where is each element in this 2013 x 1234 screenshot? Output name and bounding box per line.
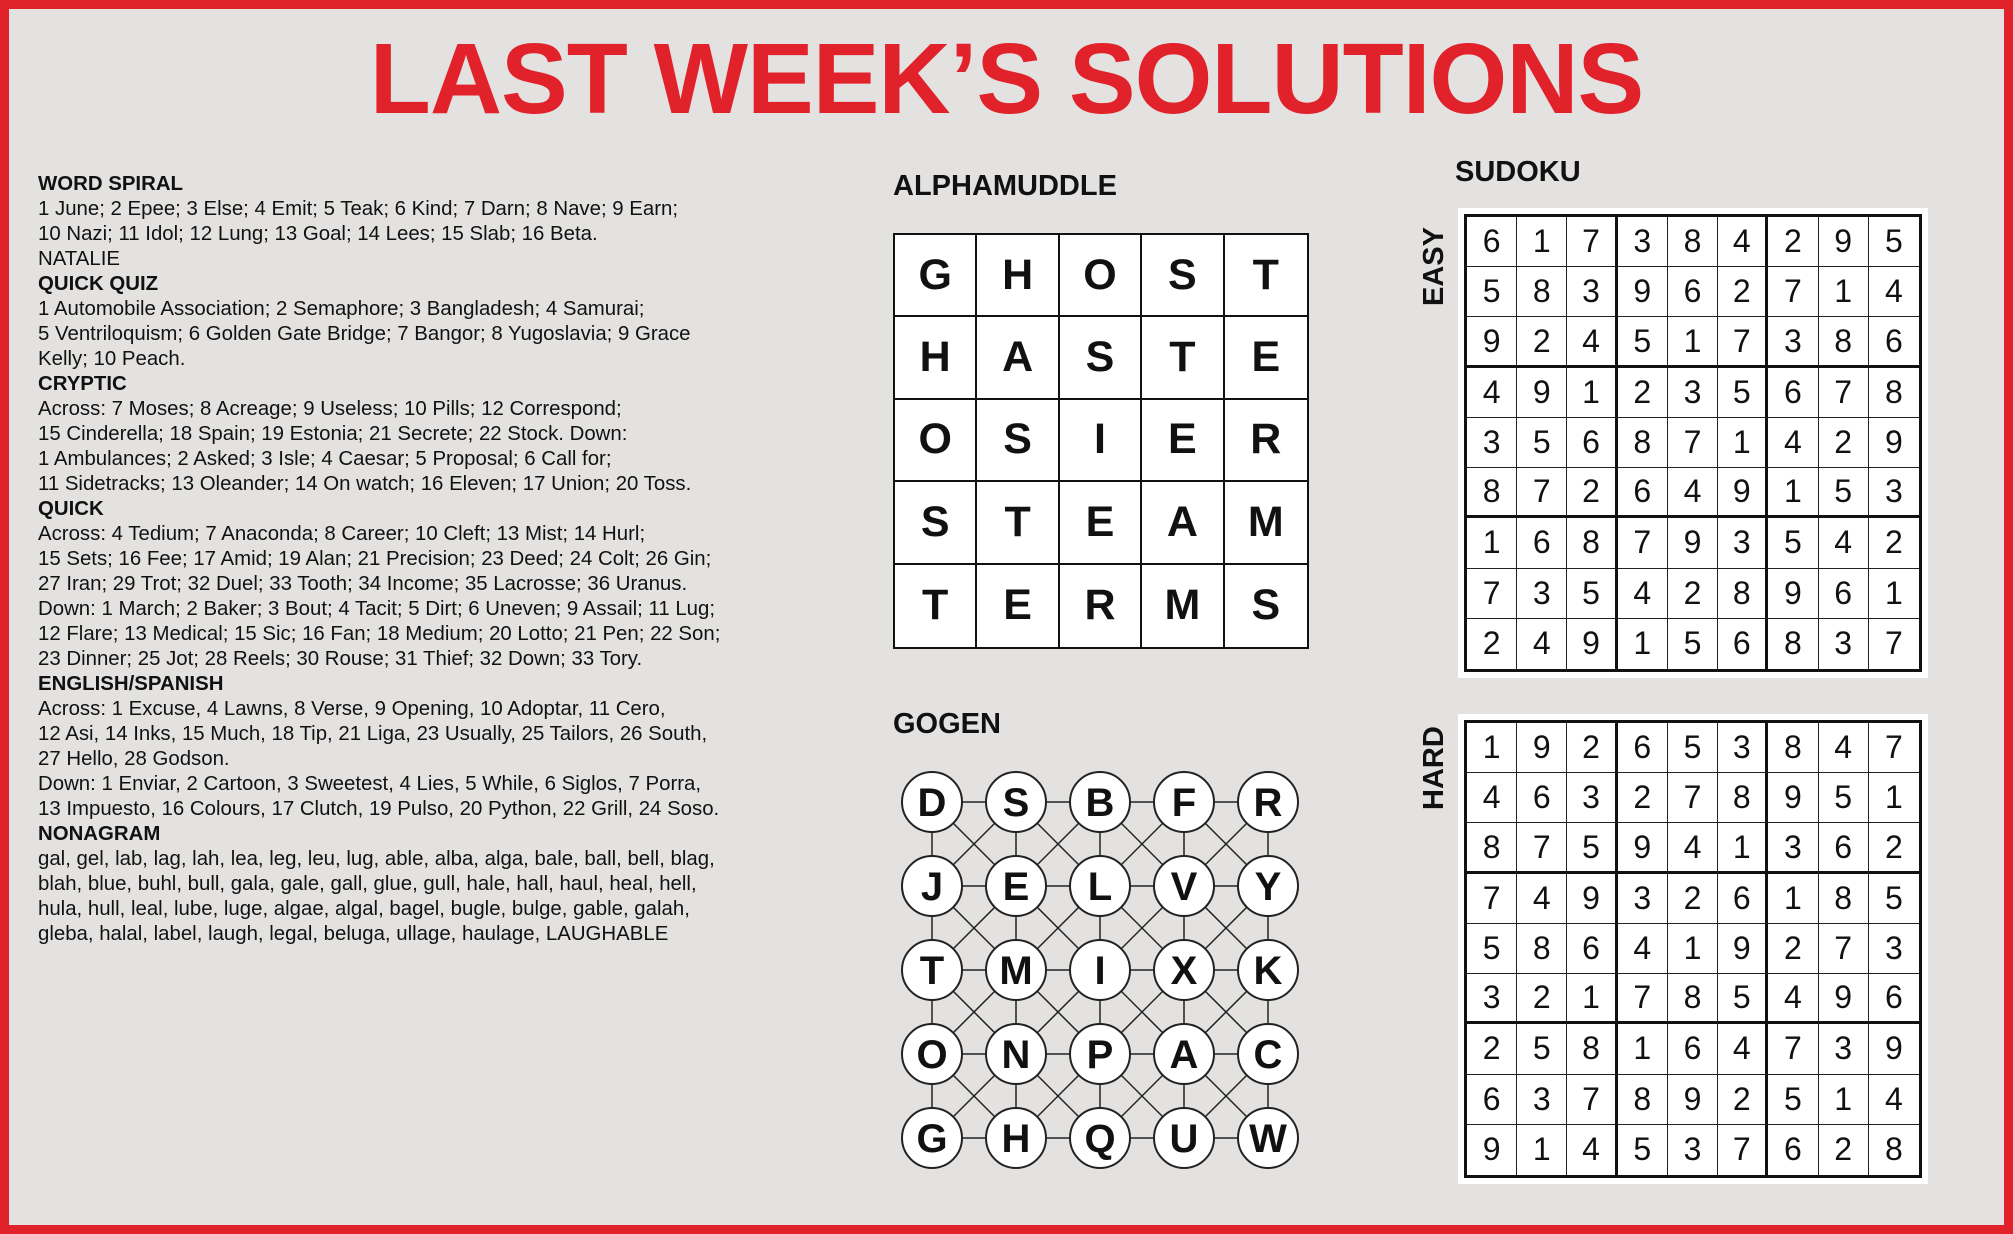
clue-section-heading: QUICK [38, 498, 104, 520]
sudoku-hard-cell: 5 [1567, 823, 1617, 873]
sudoku-easy-cell: 1 [1618, 619, 1668, 669]
sudoku-hard-cell: 7 [1819, 924, 1869, 974]
clue-line: NATALIE [38, 248, 120, 270]
sudoku-hard-cell: 2 [1467, 1024, 1517, 1074]
gogen-letter: C [1253, 1033, 1283, 1077]
alphamuddle-cell: T [1225, 235, 1307, 317]
sudoku-hard-cell: 8 [1819, 874, 1869, 924]
sudoku-hard-cell: 9 [1618, 823, 1668, 873]
alphamuddle-cell: S [977, 400, 1059, 482]
sudoku-hard-cell: 8 [1768, 723, 1818, 773]
sudoku-hard-cell: 9 [1567, 874, 1617, 924]
sudoku-easy-cell: 1 [1668, 317, 1718, 367]
sudoku-easy-cell: 7 [1467, 569, 1517, 619]
gogen-letter: K [1253, 949, 1283, 993]
sudoku-easy-cell: 5 [1567, 569, 1617, 619]
sudoku-easy-cell: 7 [1567, 217, 1617, 267]
sudoku-hard-cell: 8 [1517, 924, 1567, 974]
sudoku-easy-cell: 2 [1517, 317, 1567, 367]
gogen-letter: L [1087, 865, 1113, 909]
sudoku-easy-cell: 4 [1517, 619, 1567, 669]
alphamuddle-cell: O [895, 400, 977, 482]
sudoku-hard-label: HARD [1418, 726, 1450, 810]
sudoku-hard-cell: 2 [1517, 974, 1567, 1024]
gogen-letter: T [919, 949, 945, 993]
sudoku-hard-cell: 1 [1567, 974, 1617, 1024]
sudoku-hard-cell: 5 [1618, 1125, 1668, 1175]
gogen-letter: D [917, 781, 947, 825]
sudoku-easy-cell: 4 [1718, 217, 1768, 267]
sudoku-easy-cell: 7 [1517, 468, 1567, 518]
sudoku-easy-label: EASY [1418, 227, 1450, 306]
sudoku-easy-cell: 7 [1819, 368, 1869, 418]
sudoku-hard-cell: 8 [1567, 1024, 1617, 1074]
sudoku-easy-cell: 6 [1467, 217, 1517, 267]
sudoku-easy-cell: 8 [1618, 418, 1668, 468]
sudoku-hard-cell: 3 [1869, 924, 1919, 974]
sudoku-hard-cell: 3 [1768, 823, 1818, 873]
sudoku-easy-cell: 9 [1869, 418, 1919, 468]
gogen-letter: E [1002, 865, 1030, 909]
alphamuddle-cell: S [1142, 235, 1224, 317]
alphamuddle-cell: E [977, 565, 1059, 647]
sudoku-hard-cell: 6 [1869, 974, 1919, 1024]
sudoku-hard-cell: 9 [1768, 773, 1818, 823]
alphamuddle-cell: T [1142, 317, 1224, 399]
clue-line: 1 Automobile Association; 2 Semaphore; 3 Bangladesh; 4 Samurai; [38, 298, 645, 320]
sudoku-hard-cell: 8 [1467, 823, 1517, 873]
sudoku-hard-cell: 6 [1819, 823, 1869, 873]
clue-line: 27 Hello, 28 Godson. [38, 748, 230, 770]
sudoku-hard-cell: 5 [1467, 924, 1517, 974]
sudoku-hard-cell: 1 [1768, 874, 1818, 924]
gogen-letter: I [1094, 949, 1106, 993]
sudoku-easy-cell: 9 [1819, 217, 1869, 267]
sudoku-easy-cell: 4 [1668, 468, 1718, 518]
sudoku-hard-grid [1464, 720, 1922, 1178]
sudoku-easy-cell: 8 [1718, 569, 1768, 619]
sudoku-easy-cell: 3 [1718, 518, 1768, 568]
sudoku-easy-cell: 4 [1467, 368, 1517, 418]
alphamuddle-cell: T [977, 482, 1059, 564]
clue-section-heading: ENGLISH/SPANISH [38, 673, 224, 695]
sudoku-easy-cell: 5 [1768, 518, 1818, 568]
gogen-letter: Y [1254, 865, 1282, 909]
sudoku-easy-cell: 2 [1668, 569, 1718, 619]
sudoku-easy-cell: 9 [1768, 569, 1818, 619]
sudoku-hard-cell: 3 [1467, 974, 1517, 1024]
alphamuddle-cell: T [895, 565, 977, 647]
sudoku-hard-cell: 6 [1768, 1125, 1818, 1175]
alphamuddle-cell: R [1225, 400, 1307, 482]
sudoku-hard-cell: 6 [1618, 723, 1668, 773]
sudoku-hard-cell: 1 [1618, 1024, 1668, 1074]
gogen-letter: G [916, 1117, 948, 1161]
sudoku-hard-cell: 5 [1718, 974, 1768, 1024]
sudoku-easy-cell: 9 [1718, 468, 1768, 518]
sudoku-easy-cell: 8 [1768, 619, 1818, 669]
clue-line: 23 Dinner; 25 Jot; 28 Reels; 30 Rouse; 31 Thief; 32 Down; 33 Tory. [38, 648, 643, 670]
gogen-letter: H [1001, 1117, 1031, 1161]
sudoku-hard-cell: 4 [1517, 874, 1567, 924]
sudoku-easy-cell: 2 [1467, 619, 1517, 669]
gogen-letter: X [1170, 949, 1198, 993]
sudoku-easy-cell: 7 [1884, 625, 1903, 662]
clue-line: 15 Sets; 16 Fee; 17 Amid; 19 Alan; 21 Precision; 23 Deed; 24 Colt; 26 Gin; [38, 548, 712, 570]
alphamuddle-cell: H [895, 317, 977, 399]
gogen-letter: F [1171, 781, 1197, 825]
sudoku-hard-cell: 1 [1869, 773, 1919, 823]
sudoku-easy-cell: 1 [1517, 217, 1567, 267]
clue-line: 10 Nazi; 11 Idol; 12 Lung; 13 Goal; 14 Lees; 15 Slab; 16 Beta. [38, 223, 598, 245]
clue-line: Across: 1 Excuse, 4 Lawns, 8 Verse, 9 Opening, 10 Adoptar, 11 Cero, [38, 698, 666, 720]
sudoku-hard-cell: 4 [1567, 1125, 1617, 1175]
sudoku-hard-cell: 7 [1618, 974, 1668, 1024]
sudoku-hard-cell: 2 [1567, 723, 1617, 773]
sudoku-hard-cell: 7 [1567, 1075, 1617, 1125]
gogen-letter: R [1253, 781, 1283, 825]
alphamuddle-title: ALPHAMUDDLE [893, 170, 1117, 202]
alphamuddle-cell: A [977, 317, 1059, 399]
sudoku-easy-cell: 3 [1819, 619, 1869, 669]
sudoku-easy-cell: 5 [1869, 217, 1919, 267]
sudoku-easy-cell: 5 [1618, 317, 1668, 367]
sudoku-easy-cell: 7 [1618, 518, 1668, 568]
sudoku-easy-cell: 6 [1768, 368, 1818, 418]
gogen-letter: V [1170, 865, 1198, 909]
sudoku-easy-cell: 2 [1567, 468, 1617, 518]
sudoku-hard-cell: 5 [1517, 1024, 1567, 1074]
gogen-letter: O [916, 1033, 948, 1077]
sudoku-easy-cell: 5 [1819, 468, 1869, 518]
clue-section-heading: QUICK QUIZ [38, 273, 159, 295]
sudoku-easy-cell: 4 [1768, 418, 1818, 468]
alphamuddle-cell: H [977, 235, 1059, 317]
alphamuddle-cell: S [1251, 581, 1281, 630]
sudoku-hard-cell: 6 [1517, 773, 1567, 823]
sudoku-hard-cell: 2 [1718, 1075, 1768, 1125]
sudoku-easy-cell: 4 [1567, 317, 1617, 367]
sudoku-hard-cell: 4 [1467, 773, 1517, 823]
alphamuddle-cell: I [1060, 400, 1142, 482]
clue-section-heading: NONAGRAM [38, 823, 161, 845]
sudoku-easy-cell: 6 [1718, 619, 1768, 669]
sudoku-easy-cell: 6 [1819, 569, 1869, 619]
sudoku-hard-cell: 4 [1819, 723, 1869, 773]
clue-line: 13 Impuesto, 16 Colours, 17 Clutch, 19 Pulso, 20 Python, 22 Grill, 24 Soso. [38, 798, 720, 820]
sudoku-hard-cell: 6 [1467, 1075, 1517, 1125]
sudoku-hard-cell: 7 [1768, 1024, 1818, 1074]
alphamuddle-cell: E [1060, 482, 1142, 564]
gogen-letter: U [1169, 1117, 1199, 1161]
sudoku-hard-cell: 8 [1618, 1075, 1668, 1125]
clue-line: Kelly; 10 Peach. [38, 348, 186, 370]
sudoku-hard-cell: 8 [1718, 773, 1768, 823]
sudoku-easy-cell: 1 [1467, 518, 1517, 568]
clue-line: Across: 7 Moses; 8 Acreage; 9 Useless; 10 Pills; 12 Correspond; [38, 398, 622, 420]
sudoku-hard-cell: 4 [1869, 1075, 1919, 1125]
sudoku-easy-cell: 4 [1819, 518, 1869, 568]
sudoku-hard-cell: 2 [1819, 1125, 1869, 1175]
sudoku-easy-cell: 3 [1567, 267, 1617, 317]
clue-line: 1 Ambulances; 2 Asked; 3 Isle; 4 Caesar; 5 Proposal; 6 Call for; [38, 448, 612, 470]
sudoku-easy-panel [1458, 208, 1928, 678]
sudoku-hard-panel [1458, 714, 1928, 1184]
sudoku-easy-cell: 6 [1517, 518, 1567, 568]
sudoku-hard-cell: 7 [1718, 1125, 1768, 1175]
clue-line: 12 Flare; 13 Medical; 15 Sic; 16 Fan; 18 Medium; 20 Lotto; 21 Pen; 22 Son; [38, 623, 721, 645]
clue-line: 12 Asi, 14 Inks, 15 Much, 18 Tip, 21 Liga, 23 Usually, 25 Tailors, 26 South, [38, 723, 708, 745]
clue-line: gleba, halal, label, laugh, legal, beluga, ullage, haulage, LAUGHABLE [38, 923, 669, 945]
clue-line: 27 Iran; 29 Trot; 32 Duel; 33 Tooth; 34 Income; 35 Lacrosse; 36 Uranus. [38, 573, 688, 595]
sudoku-easy-cell: 6 [1567, 418, 1617, 468]
sudoku-easy-cell: 4 [1869, 267, 1919, 317]
sudoku-easy-cell: 2 [1718, 267, 1768, 317]
gogen-letter: M [999, 949, 1033, 993]
sudoku-hard-cell: 9 [1467, 1125, 1517, 1175]
clue-section-heading: WORD SPIRAL [38, 173, 183, 195]
sudoku-easy-cell: 3 [1869, 468, 1919, 518]
sudoku-hard-cell: 5 [1668, 723, 1718, 773]
sudoku-easy-cell: 3 [1517, 569, 1567, 619]
sudoku-easy-cell: 6 [1668, 267, 1718, 317]
sudoku-easy-cell: 1 [1869, 569, 1919, 619]
sudoku-hard-cell: 7 [1467, 874, 1517, 924]
clue-line: hula, hull, leal, lube, luge, algae, algal, bagel, bugle, bulge, gable, galah, [38, 898, 690, 920]
sudoku-easy-cell: 8 [1668, 217, 1718, 267]
sudoku-easy-cell: 3 [1467, 418, 1517, 468]
sudoku-easy-cell: 7 [1668, 418, 1718, 468]
clue-line: 11 Sidetracks; 13 Oleander; 14 On watch; 16 Eleven; 17 Union; 20 Toss. [38, 473, 692, 495]
clue-section-heading: CRYPTIC [38, 373, 127, 395]
sudoku-easy-cell: 3 [1768, 317, 1818, 367]
sudoku-easy-cell: 8 [1467, 468, 1517, 518]
alphamuddle-cell: S [895, 482, 977, 564]
clue-line: Across: 4 Tedium; 7 Anaconda; 8 Career; 10 Cleft; 13 Mist; 14 Hurl; [38, 523, 646, 545]
gogen-letter: Q [1084, 1117, 1116, 1161]
sudoku-easy-cell: 8 [1869, 368, 1919, 418]
sudoku-hard-cell: 3 [1567, 773, 1617, 823]
sudoku-hard-cell: 3 [1668, 1125, 1718, 1175]
alphamuddle-cell: A [1142, 482, 1224, 564]
sudoku-easy-cell: 4 [1618, 569, 1668, 619]
sudoku-hard-cell: 3 [1718, 723, 1768, 773]
alphamuddle-cell: R [1060, 565, 1142, 647]
sudoku-hard-cell: 3 [1517, 1075, 1567, 1125]
sudoku-hard-cell: 5 [1768, 1075, 1818, 1125]
sudoku-easy-cell: 9 [1467, 317, 1517, 367]
sudoku-hard-cell: 6 [1718, 874, 1768, 924]
sudoku-hard-cell: 2 [1768, 924, 1818, 974]
sudoku-easy-cell: 1 [1768, 468, 1818, 518]
sudoku-hard-cell: 9 [1819, 974, 1869, 1024]
sudoku-easy-cell: 2 [1768, 217, 1818, 267]
sudoku-hard-cell: 6 [1567, 924, 1617, 974]
sudoku-easy-cell: 9 [1668, 518, 1718, 568]
alphamuddle-grid [893, 233, 1309, 649]
sudoku-easy-cell: 1 [1567, 368, 1617, 418]
alphamuddle-cell: S [1060, 317, 1142, 399]
alphamuddle-cell: E [1142, 400, 1224, 482]
sudoku-hard-cell: 1 [1668, 924, 1718, 974]
sudoku-easy-cell: 6 [1618, 468, 1668, 518]
sudoku-hard-cell: 4 [1618, 924, 1668, 974]
sudoku-hard-cell: 7 [1668, 773, 1718, 823]
sudoku-easy-cell: 5 [1718, 368, 1768, 418]
sudoku-easy-cell: 6 [1869, 317, 1919, 367]
sudoku-hard-cell: 4 [1718, 1024, 1768, 1074]
sudoku-easy-cell: 8 [1517, 267, 1567, 317]
sudoku-easy-cell: 5 [1668, 619, 1718, 669]
sudoku-easy-grid [1464, 214, 1922, 672]
sudoku-easy-cell: 3 [1618, 217, 1668, 267]
gogen-letter: B [1085, 781, 1115, 825]
sudoku-easy-cell: 5 [1517, 418, 1567, 468]
gogen-letter: P [1086, 1033, 1114, 1077]
clue-line: 15 Cinderella; 18 Spain; 19 Estonia; 21 Secrete; 22 Stock. Down: [38, 423, 628, 445]
gogen-letter: N [1001, 1033, 1031, 1077]
alphamuddle-cell: G [895, 235, 977, 317]
clue-line: blah, blue, buhl, bull, gala, gale, gall, glue, gull, hale, hall, haul, heal, hell, [38, 873, 697, 895]
sudoku-hard-cell: 7 [1517, 823, 1567, 873]
sudoku-hard-cell: 2 [1668, 874, 1718, 924]
gogen-letter: A [1169, 1033, 1199, 1077]
sudoku-easy-cell: 1 [1819, 267, 1869, 317]
alphamuddle-cell: M [1142, 565, 1224, 647]
sudoku-hard-cell: 4 [1768, 974, 1818, 1024]
sudoku-easy-cell: 1 [1718, 418, 1768, 468]
gogen-letter: S [1002, 781, 1030, 825]
sudoku-easy-cell: 9 [1567, 619, 1617, 669]
clue-line: gal, gel, lab, lag, lah, lea, leg, leu, lug, able, alba, alga, bale, ball, bell, blag, [38, 848, 715, 870]
sudoku-hard-cell: 8 [1884, 1131, 1903, 1168]
alphamuddle-cell: O [1060, 235, 1142, 317]
sudoku-hard-cell: 9 [1869, 1024, 1919, 1074]
sudoku-hard-cell: 6 [1668, 1024, 1718, 1074]
sudoku-hard-cell: 5 [1819, 773, 1869, 823]
sudoku-hard-cell: 5 [1869, 874, 1919, 924]
sudoku-easy-cell: 8 [1819, 317, 1869, 367]
sudoku-easy-cell: 3 [1668, 368, 1718, 418]
sudoku-easy-cell: 9 [1618, 267, 1668, 317]
sudoku-hard-cell: 1 [1819, 1075, 1869, 1125]
gogen-letter: W [1249, 1117, 1287, 1161]
sudoku-easy-cell: 2 [1618, 368, 1668, 418]
clue-solutions [38, 172, 828, 947]
sudoku-hard-cell: 3 [1618, 874, 1668, 924]
clue-line: Down: 1 Enviar, 2 Cartoon, 3 Sweetest, 4 Lies, 5 While, 6 Siglos, 7 Porra, [38, 773, 702, 795]
sudoku-hard-cell: 2 [1869, 823, 1919, 873]
gogen-letter: J [920, 865, 944, 909]
sudoku-easy-cell: 2 [1869, 518, 1919, 568]
sudoku-easy-cell: 7 [1718, 317, 1768, 367]
gogen-grid [890, 760, 1310, 1180]
sudoku-hard-cell: 9 [1718, 924, 1768, 974]
clue-line: 1 June; 2 Epee; 3 Else; 4 Emit; 5 Teak; 6 Kind; 7 Darn; 8 Nave; 9 Earn; [38, 198, 679, 220]
sudoku-easy-cell: 8 [1567, 518, 1617, 568]
sudoku-hard-cell: 9 [1668, 1075, 1718, 1125]
sudoku-hard-cell: 9 [1517, 723, 1567, 773]
sudoku-easy-cell: 5 [1467, 267, 1517, 317]
sudoku-hard-cell: 1 [1718, 823, 1768, 873]
sudoku-hard-cell: 3 [1819, 1024, 1869, 1074]
sudoku-easy-cell: 9 [1517, 368, 1567, 418]
gogen-title: GOGEN [893, 708, 1001, 740]
sudoku-title: SUDOKU [1455, 156, 1581, 188]
sudoku-hard-cell: 4 [1668, 823, 1718, 873]
clue-line: 5 Ventriloquism; 6 Golden Gate Bridge; 7 Bangor; 8 Yugoslavia; 9 Grace [38, 323, 691, 345]
sudoku-hard-cell: 1 [1517, 1125, 1567, 1175]
alphamuddle-cell: E [1225, 317, 1307, 399]
sudoku-easy-cell: 7 [1768, 267, 1818, 317]
sudoku-hard-cell: 7 [1869, 723, 1919, 773]
sudoku-hard-cell: 8 [1668, 974, 1718, 1024]
sudoku-hard-cell: 2 [1618, 773, 1668, 823]
sudoku-easy-cell: 2 [1819, 418, 1869, 468]
page-title: LAST WEEK’S SOLUTIONS [369, 23, 1644, 135]
clue-line: Down: 1 March; 2 Baker; 3 Bout; 4 Tacit; 5 Dirt; 6 Uneven; 9 Assail; 11 Lug; [38, 598, 716, 620]
alphamuddle-cell: M [1225, 482, 1307, 564]
sudoku-hard-cell: 1 [1467, 723, 1517, 773]
